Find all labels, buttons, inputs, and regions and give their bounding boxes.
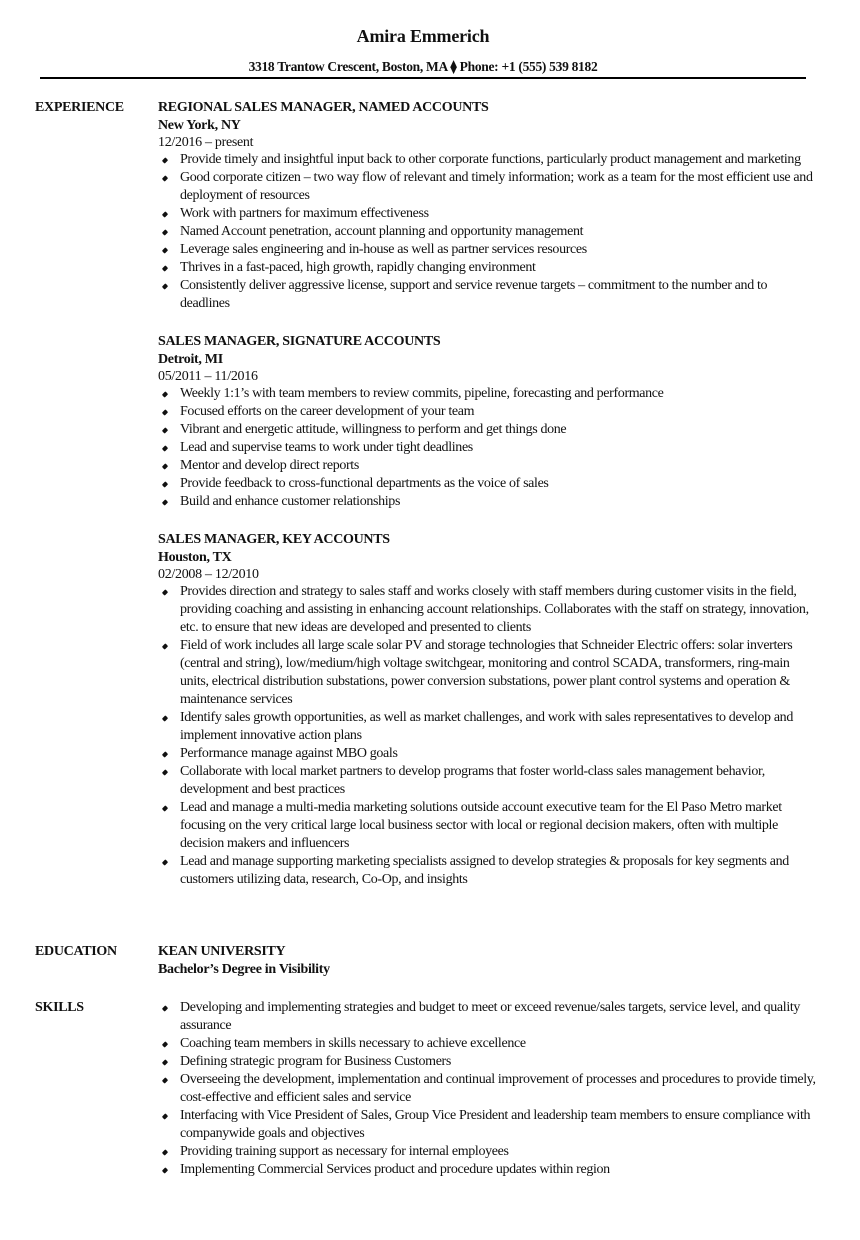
bullet-text: Collaborate with local market partners to develop programs that foster world-class sales management behavior, development and best practices (180, 764, 765, 797)
bullet-text: Named Account penetration, account planning and opportunity management (180, 224, 584, 239)
candidate-name: Amira Emmerich (356, 26, 490, 46)
job-title: REGIONAL SALES MANAGER, NAMED ACCOUNTS (158, 100, 489, 115)
list-item (158, 583, 818, 637)
bullet-text: Identify sales growth opportunities, as well as market challenges, and work with sales representatives to develop and implement innovative action plans (180, 710, 793, 743)
header-divider (40, 77, 806, 79)
list-item (158, 493, 818, 511)
job-bullets (158, 385, 818, 511)
bullet-text: Provide feedback to cross-functional departments as the voice of sales (180, 476, 549, 491)
list-item (158, 169, 818, 205)
skill-text: Developing and implementing strategies and budget to meet or exceed revenue/sales targets, service level, and quality assurance (180, 1000, 801, 1033)
education-content (158, 943, 818, 979)
skill-text: Overseeing the development, implementation and continual improvement of processes and procedures to provide timely, cost-effective and efficient sales and service (180, 1072, 816, 1105)
list-item (158, 1053, 818, 1071)
bullet-text: Field of work includes all large scale solar PV and storage technologies that Schneider Electric offers: solar inverters (central and string), low/medium/high voltage switchgear, monitoring and control SCADA, transformers, ring-main units, electrical distribution substations, power conversion substations, power plant control systems and operation & maintenance services (180, 638, 793, 707)
bullet-icon (162, 769, 168, 775)
bullet-icon (162, 751, 168, 757)
list-item (158, 421, 818, 439)
job-bullets (158, 151, 818, 313)
list-item (158, 1071, 818, 1107)
skill-text: Defining strategic program for Business Customers (180, 1054, 451, 1069)
list-item (158, 439, 818, 457)
bullet-text: Leverage sales engineering and in-house as well as partner services resources (180, 242, 587, 257)
bullet-icon (162, 175, 168, 181)
section-label-experience: EXPERIENCE (35, 100, 124, 115)
bullet-icon (162, 481, 168, 487)
bullet-icon (162, 715, 168, 721)
skill-text: Providing training support as necessary for internal employees (180, 1144, 509, 1159)
list-item (158, 403, 818, 421)
bullet-text: Good corporate citizen – two way flow of relevant and timely information; work as a team for the most efficient use and deployment of resources (180, 170, 813, 203)
job-title: SALES MANAGER, KEY ACCOUNTS (158, 532, 390, 547)
skill-text: Implementing Commercial Services product and procedure updates within region (180, 1162, 610, 1177)
bullet-text: Lead and supervise teams to work under tight deadlines (180, 440, 473, 455)
bullet-icon (162, 445, 168, 451)
bullet-text: Lead and manage supporting marketing specialists assigned to develop strategies & proposals for key segments and customers utilizing data, research, Co-Op, and insights (180, 854, 789, 887)
list-item (158, 799, 818, 853)
list-item (158, 1107, 818, 1143)
list-item (158, 1161, 818, 1179)
list-item (158, 475, 818, 493)
list-item (158, 457, 818, 475)
list-item (158, 709, 818, 745)
bullet-icon (162, 1077, 168, 1083)
bullet-text: Work with partners for maximum effectiveness (180, 206, 429, 221)
skill-text: Coaching team members in skills necessary to achieve excellence (180, 1036, 526, 1051)
bullet-icon (162, 1149, 168, 1155)
bullet-icon (162, 589, 168, 595)
bullet-icon (162, 157, 168, 163)
bullet-text: Thrives in a fast-paced, high growth, rapidly changing environment (180, 260, 536, 275)
bullet-text: Build and enhance customer relationships (180, 494, 401, 509)
bullet-text: Focused efforts on the career development of your team (180, 404, 475, 419)
bullet-text: Provide timely and insightful input back to other corporate functions, particularly product management and marketing (180, 152, 801, 167)
bullet-text: Performance manage against MBO goals (180, 746, 398, 761)
bullet-text: Consistently deliver aggressive license, support and service revenue targets – commitment to the number and to deadlines (180, 278, 768, 311)
bullet-icon (162, 229, 168, 235)
list-item (158, 1035, 818, 1053)
bullet-text: Mentor and develop direct reports (180, 458, 359, 473)
skills-content (158, 999, 818, 1179)
list-item (158, 1143, 818, 1161)
experience-content (158, 99, 818, 909)
list-item (158, 205, 818, 223)
bullet-icon (162, 409, 168, 415)
bullet-icon (162, 1041, 168, 1047)
bullet-icon (162, 859, 168, 865)
bullet-icon (162, 463, 168, 469)
bullet-icon (162, 391, 168, 397)
list-item (158, 763, 818, 799)
skills-list (158, 999, 818, 1179)
job-location: New York, NY (158, 118, 241, 133)
job-dates: 05/2011 – 11/2016 (158, 369, 258, 384)
list-item (158, 259, 818, 277)
job-location: Houston, TX (158, 550, 232, 565)
section-label-education: EDUCATION (35, 944, 117, 959)
bullet-icon (162, 805, 168, 811)
bullet-text: Weekly 1:1’s with team members to review commits, pipeline, forecasting and performance (180, 386, 664, 401)
bullet-text: Lead and manage a multi-media marketing solutions outside account executive team for the El Paso Metro market focusing on the very critical large local business sector with local or regional decision makers, often with multiple decision makers and influencers (180, 800, 782, 851)
job-entry (158, 99, 818, 313)
school-name: KEAN UNIVERSITY (158, 944, 286, 959)
bullet-icon (162, 1167, 168, 1173)
list-item (158, 999, 818, 1035)
bullet-text: Vibrant and energetic attitude, willingness to perform and get things done (180, 422, 567, 437)
bullet-text: Provides direction and strategy to sales staff and works closely with staff members during customer visits in the field, providing coaching and assisting in enhancing account relationships. Collaborates with the staff on strategy, innovation, etc. to ensure that new ideas are developed and presented to clients (180, 584, 809, 635)
skill-text: Interfacing with Vice President of Sales, Group Vice President and leadership team members to ensure compliance with companywide goals and objectives (180, 1108, 811, 1141)
job-bullets (158, 583, 818, 889)
bullet-icon (162, 265, 168, 271)
bullet-icon (162, 1005, 168, 1011)
list-item (158, 853, 818, 889)
bullet-icon (162, 427, 168, 433)
bullet-icon (162, 499, 168, 505)
list-item (158, 745, 818, 763)
job-entry (158, 333, 818, 511)
job-title: SALES MANAGER, SIGNATURE ACCOUNTS (158, 334, 441, 349)
degree: Bachelor’s Degree in Visibility (158, 962, 330, 977)
bullet-icon (162, 1113, 168, 1119)
list-item (158, 223, 818, 241)
bullet-icon (162, 247, 168, 253)
job-location: Detroit, MI (158, 352, 223, 367)
job-dates: 12/2016 – present (158, 135, 254, 150)
contact-line: 3318 Trantow Crescent, Boston, MA ⧫ Phone: +1 (555) 539 8182 (248, 59, 598, 74)
job-dates: 02/2008 – 12/2010 (158, 567, 259, 582)
list-item (158, 277, 818, 313)
list-item (158, 241, 818, 259)
job-entry (158, 531, 818, 889)
bullet-icon (162, 1059, 168, 1065)
list-item (158, 151, 818, 169)
bullet-icon (162, 211, 168, 217)
section-label-skills: SKILLS (35, 1000, 84, 1015)
bullet-icon (162, 643, 168, 649)
bullet-icon (162, 283, 168, 289)
list-item (158, 385, 818, 403)
list-item (158, 637, 818, 709)
